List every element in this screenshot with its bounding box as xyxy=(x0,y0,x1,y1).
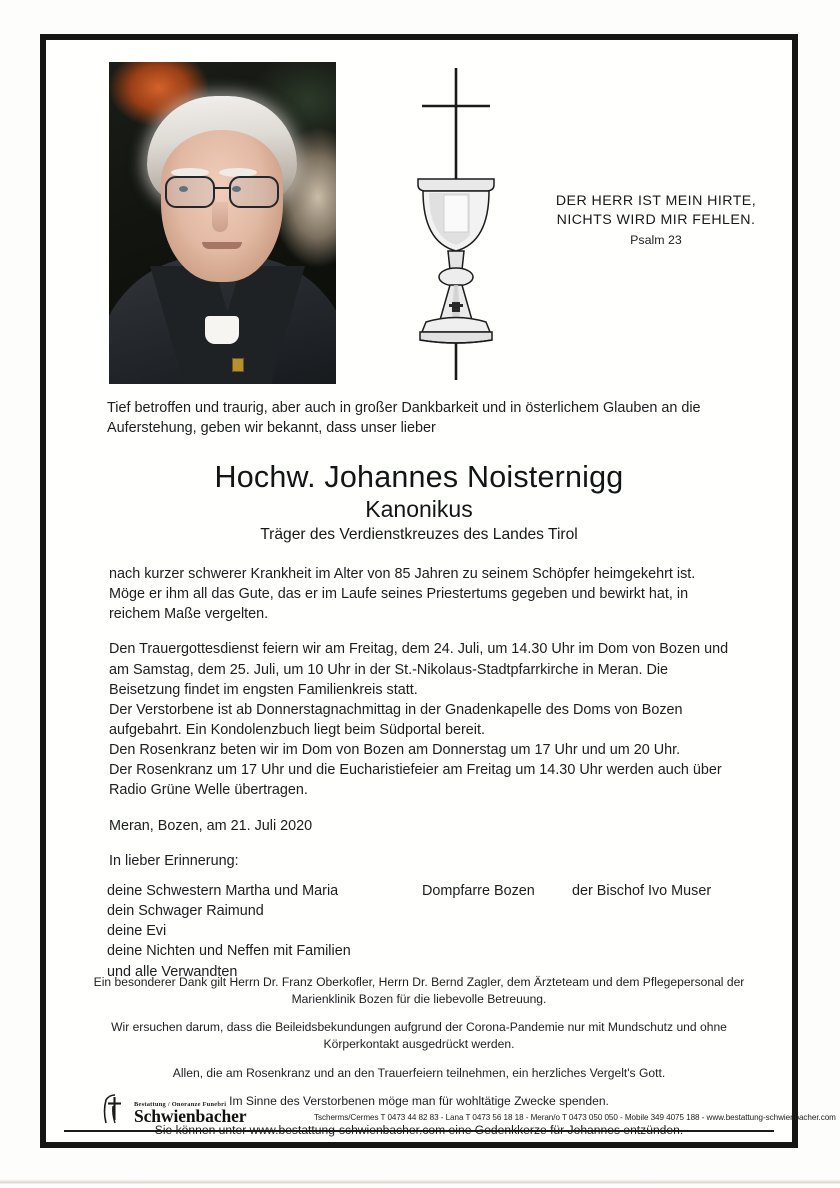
portrait-roman-collar xyxy=(205,316,239,344)
paragraph-passing: nach kurzer schwerer Krankheit im Alter von 85 Jahren zu seinem Schöpfer heimgekehrt ist. Möge er ihm all das Gute, das er im Laufe seines Priestertums gegeben und bewirkt hat, in reichem Maße vergelten. xyxy=(109,565,696,623)
deceased-role: Kanonikus xyxy=(365,496,473,523)
portrait-photo xyxy=(109,62,336,384)
paragraph-radio: Der Rosenkranz um 17 Uhr und die Eucharistiefeier am Freitag um 14.30 Uhr werden auch über Radio Grüne Welle übertragen. xyxy=(109,762,722,799)
memory-bishop-column: der Bischof Ivo Muser xyxy=(572,882,712,899)
note-thanks: Ein besonderer Dank gilt Herrn Dr. Franz Oberkofler, Herrn Dr. Bernd Zagler, dem Ärzteteam und dem Pflegepersonal der Marienklinik Bozen für die liebevolle Betreuung. xyxy=(93,975,745,1006)
memory-family-line: dein Schwager Raimund xyxy=(107,903,264,920)
note-condolence-request: Wir ersuchen darum, dass die Beileidsbekundungen aufgrund der Corona-Pandemie nur mit Mundschutz und ohne Körperkontakt ausgedrückt werden. xyxy=(111,1020,727,1052)
psalm-quote xyxy=(516,192,796,248)
logo-subtitle: Bestattung / Onoranze Funebri xyxy=(134,1100,227,1108)
memory-parish-column: Dompfarre Bozen xyxy=(422,882,535,899)
card-header-zone xyxy=(46,40,792,390)
footer-contact-line: Tscherms/Cermes T 0473 44 82 83 - Lana T 0473 56 18 18 - Meran/o T 0473 050 050 - Mobile 349 4075 188 - www.bestattung-schwienbacher.com xyxy=(314,1113,836,1122)
card-footer xyxy=(46,1086,836,1136)
psalm-line-2: NICHTS WIRD MIR FEHLEN. xyxy=(556,211,756,228)
deceased-name-block xyxy=(46,460,792,544)
paragraph-rosary: Den Rosenkranz beten wir im Dom von Bozen am Donnerstag um 17 Uhr und um 20 Uhr. xyxy=(109,742,681,759)
portrait-nose xyxy=(212,202,228,232)
card-body-text xyxy=(46,398,792,982)
place-and-date: Meran, Bozen, am 21. Juli 2020 xyxy=(109,817,313,834)
funeral-home-logo[interactable] xyxy=(102,1094,246,1124)
memory-columns xyxy=(46,881,792,982)
memory-family-line: und alle Verwandten xyxy=(107,963,238,980)
scan-edge-artifact xyxy=(0,1179,840,1184)
note-donations: Im Sinne des Verstorbenen möge man für wohltätige Zwecke spenden. xyxy=(229,1094,609,1109)
memory-family-line: deine Nichten und Neffen mit Familien xyxy=(107,943,351,960)
chalice-with-cross-icon xyxy=(396,64,516,384)
psalm-line-1: DER HERR IST MEIN HIRTE, xyxy=(555,193,757,209)
logo-company-name: Schwienbacher xyxy=(134,1105,247,1126)
announcement-lead: Tief betroffen und traurig, aber auch in großer Dankbarkeit und in österlichem Glauben an die Auferstehung, geben wir bekannt, dass unser lieber xyxy=(107,400,701,437)
footer-divider xyxy=(64,1130,774,1132)
paragraph-laying-out: Der Verstorbene ist ab Donnerstagnachmittag in der Gnadenkapelle des Doms von Bozen aufgebahrt. Ein Kondolenzbuch liegt beim Südportal bereit. xyxy=(109,701,683,738)
cross-in-arch-icon xyxy=(102,1094,129,1124)
memory-family-line: deine Schwestern Martha und Maria xyxy=(107,882,339,899)
portrait-lapel-pin xyxy=(232,358,244,372)
paragraph-services: Den Trauergottesdienst feiern wir am Freitag, dem 24. Juli, um 14.30 Uhr im Dom von Bozen und am Samstag, dem 25. Juli, um 10 Uhr in der St.-Nikolaus-Stadtpfarrkirche in Meran. Die Beisetzung findet im engsten Familienkreis statt. xyxy=(109,641,729,698)
note-attendance-thanks: Allen, die am Rosenkranz und an den Trauerfeiern teilnehmen, ein herzliches Vergelt's Gott. xyxy=(172,1065,666,1080)
memorial-card-body xyxy=(46,40,836,1142)
portrait-lens-left xyxy=(165,176,215,208)
deceased-honor: Träger des Verdienstkreuzes des Landes Tirol xyxy=(260,525,578,543)
memory-family-line: deine Evi xyxy=(107,923,167,940)
memory-heading: In lieber Erinnerung: xyxy=(109,852,239,869)
portrait-lens-right xyxy=(229,176,279,208)
portrait-mouth xyxy=(202,242,242,249)
deceased-name: Hochw. Johannes Noisternigg xyxy=(214,460,624,495)
psalm-reference: Psalm 23 xyxy=(630,232,682,247)
logo-text-block xyxy=(134,1101,246,1126)
memory-family-column xyxy=(107,881,422,982)
memorial-card-frame xyxy=(40,34,836,1148)
